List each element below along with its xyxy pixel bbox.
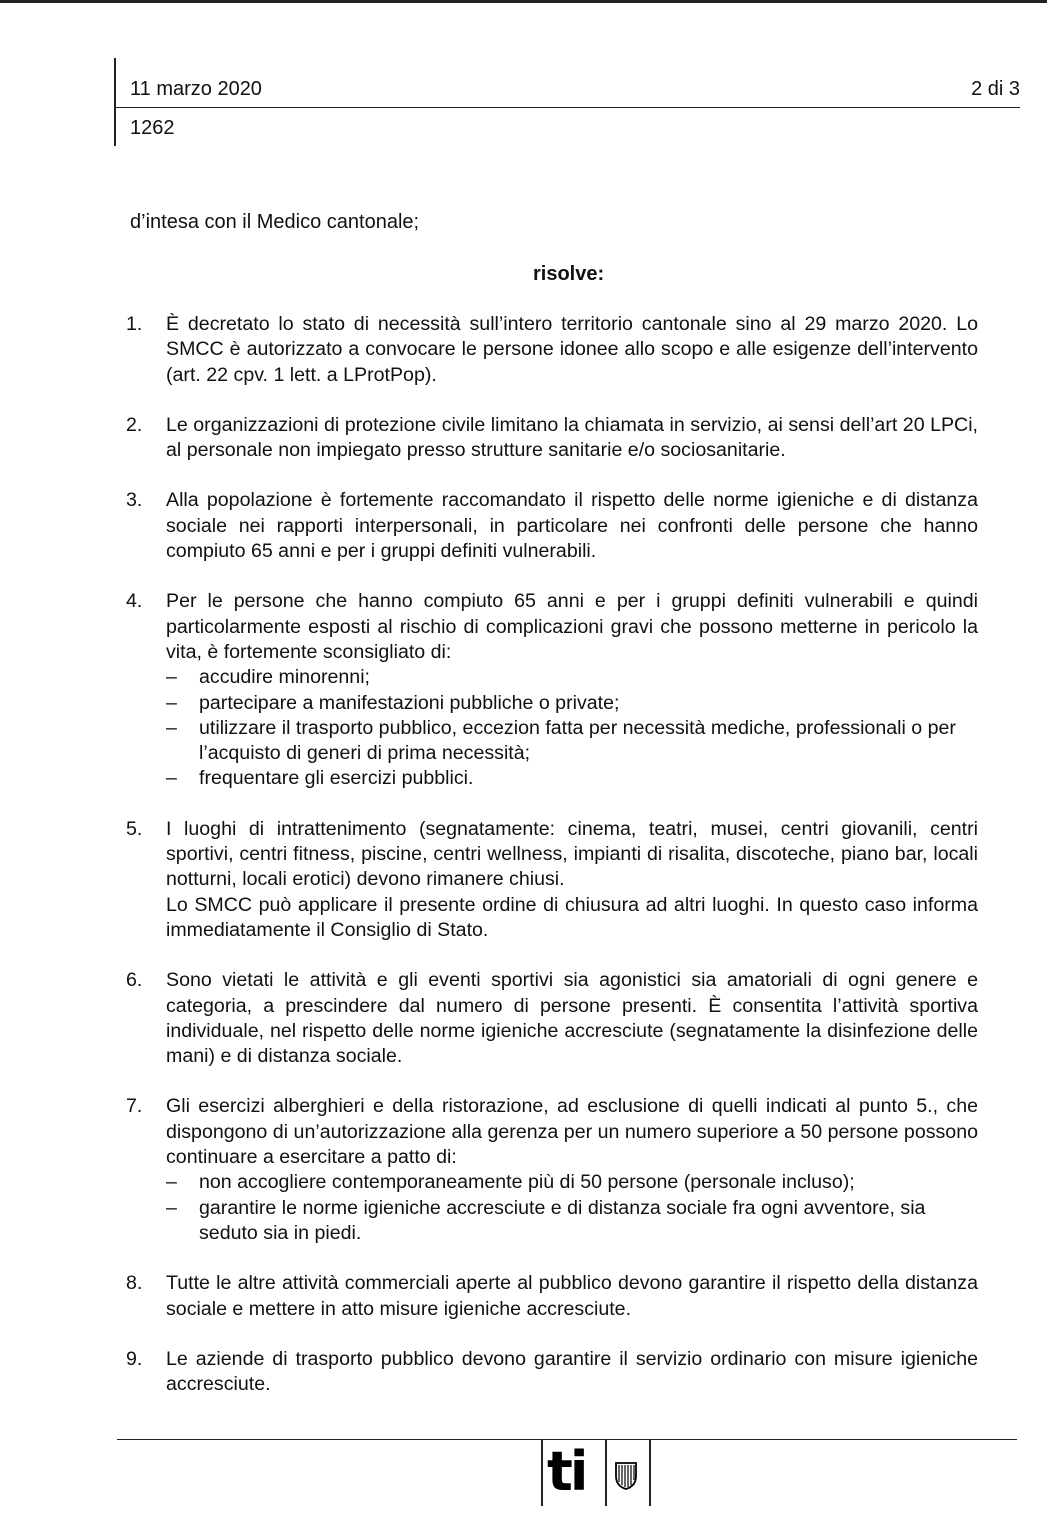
page-indicator: 2 di 3 <box>971 78 1020 100</box>
header-horizontal-rule <box>114 107 1020 108</box>
header-date: 11 marzo 2020 <box>130 78 262 100</box>
document-number: 1262 <box>130 117 175 139</box>
top-border <box>0 0 1047 3</box>
item-paragraph: Le organizzazioni di protezione civile limitano la chiamata in servizio, ai sensi dell’art 20 LPCi, al personale non impiegato presso strutture sanitarie e/o sociosanitarie. <box>166 413 978 462</box>
bullet-item: – garantire le norme igieniche accresciute e di distanza sociale fra ogni avventore, sia seduto sia in piedi. <box>166 1196 978 1247</box>
item-number: 4. <box>126 590 143 613</box>
resolution-list <box>126 312 978 1422</box>
bullet-item: – non accogliere contemporaneamente più di 50 persone (personale incluso); <box>166 1170 978 1195</box>
item-number: 6. <box>126 969 143 992</box>
resolution-item <box>126 1347 978 1398</box>
resolution-item <box>126 1271 978 1322</box>
header-vertical-rule <box>114 58 116 146</box>
canton-ticino-logo <box>541 1440 651 1506</box>
bullet-item: – utilizzare il trasporto pubblico, eccezion fatta per necessità mediche, professionali o per l’acquisto di generi di prima necessità; <box>166 716 978 767</box>
item-paragraph: È decretato lo stato di necessità sull’intero territorio cantonale sino al 29 marzo 2020. Lo SMCC è autorizzato a convocare le persone idonee allo scopo e alle esigenze dell’intervento (art. 22 cpv. 1 lett. a LProtPop). <box>166 313 978 386</box>
resolution-item <box>126 488 978 564</box>
item-number: 2. <box>126 413 143 436</box>
item-paragraph: Lo SMCC può applicare il presente ordine di chiusura ad altri luoghi. In questo caso informa immediatamente il Consiglio di Stato. <box>166 893 978 941</box>
item-number: 8. <box>126 1272 143 1295</box>
bullet-item: – accudire minorenni; <box>166 665 978 690</box>
item-paragraph: Per le persone che hanno compiuto 65 anni e per i gruppi definiti vulnerabili e quindi particolarmente esposti al rischio di complicazioni gravi che possono metterne in pericolo la vita, è fortemente sconsigliato di: <box>166 590 978 663</box>
coat-of-arms-icon <box>615 1462 637 1490</box>
bullet-item: – frequentare gli esercizi pubblici. <box>166 766 978 791</box>
item-paragraph: Le aziende di trasporto pubblico devono garantire il servizio ordinario con misure igieniche accresciute. <box>166 1347 978 1396</box>
logo-divider <box>605 1440 607 1506</box>
resolution-item <box>126 817 978 943</box>
item-bullet-list <box>166 665 978 791</box>
item-number: 7. <box>126 1095 143 1118</box>
item-paragraph: Sono vietati le attività e gli eventi sportivi sia agonistici sia amatoriali di ogni genere e categoria, a prescindere dal numero di persone presenti. È consentita l’attività sportiva individuale, nel rispetto delle norme igieniche accresciute (segnatamente la disinfezione delle mani) e di distanza sociale. <box>166 969 978 1068</box>
resolution-item <box>126 312 978 388</box>
intro-text: d’intesa con il Medico cantonale; <box>130 211 420 233</box>
item-paragraph: Alla popolazione è fortemente raccomandato il rispetto delle norme igieniche e di distanza sociale nei rapporti interpersonali, in particolare nei confronti delle persone che hanno compiuto 65 anni e per i gruppi definiti vulnerabili. <box>166 489 978 563</box>
item-paragraph: I luoghi di intrattenimento (segnatamente: cinema, teatri, musei, centri giovanili, centri sportivi, centri fitness, piscine, centri wellness, impianti di risalita, discoteche, piano bar, locali notturni, locali erotici) devono rimanere chiusi. <box>166 817 978 891</box>
resolve-heading: risolve: <box>533 263 605 285</box>
resolution-item <box>126 1094 978 1246</box>
resolution-item <box>126 589 978 791</box>
logo-text: ti <box>547 1440 586 1503</box>
item-paragraph: Tutte le altre attività commerciali aperte al pubblico devono garantire il rispetto della distanza sociale e mettere in atto misure igieniche accresciute. <box>166 1272 978 1320</box>
item-bullet-list <box>166 1170 978 1246</box>
item-number: 1. <box>126 313 143 335</box>
item-number: 9. <box>126 1347 143 1370</box>
item-number: 3. <box>126 489 143 512</box>
bullet-item: – partecipare a manifestazioni pubbliche o private; <box>166 691 978 716</box>
resolution-item <box>126 413 978 464</box>
item-paragraph: Gli esercizi alberghieri e della ristorazione, ad esclusione di quelli indicati al punto 5., che dispongono di un’autorizzazione alla gerenza per un numero superiore a 50 persone possono continuare a esercitare a patto di: <box>166 1095 978 1169</box>
item-number: 5. <box>126 817 143 840</box>
resolution-item <box>126 968 978 1069</box>
